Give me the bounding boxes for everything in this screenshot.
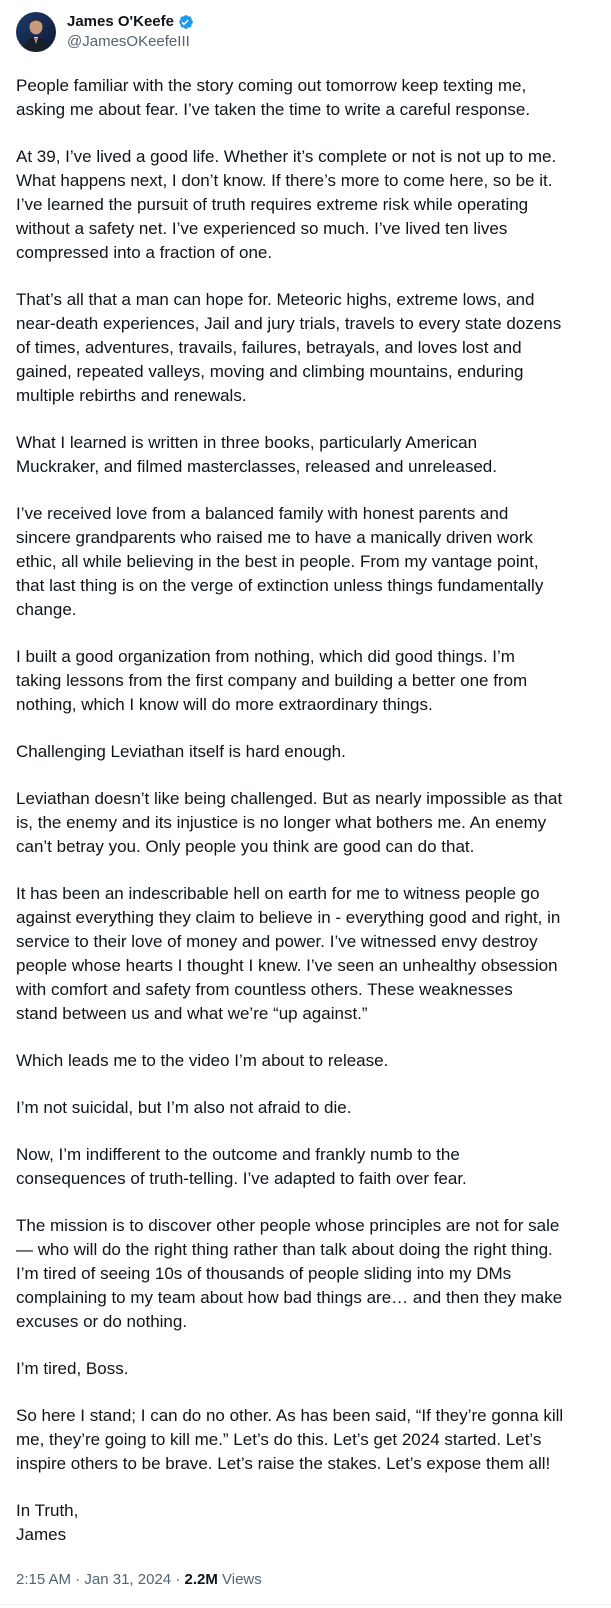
tweet-paragraph: What I learned is written in three books, particularly American Muckraker, and filmed masterclasses, released and unreleased. (16, 433, 497, 476)
tweet-paragraph: Now, I’m indifferent to the outcome and frankly numb to the consequences of truth-telling. I’ve adapted to faith over fear. (16, 1145, 467, 1188)
tweet-paragraph: Challenging Leviathan itself is hard enough. (16, 742, 346, 761)
tweet-paragraph: Which leads me to the video I’m about to release. (16, 1051, 389, 1070)
tweet-paragraph: I’m tired, Boss. (16, 1359, 129, 1378)
meta-separator: · (75, 1571, 81, 1588)
tweet-paragraph: I’m not suicidal, but I’m also not afraid to die. (16, 1098, 352, 1117)
divider (0, 1604, 611, 1605)
tweet-paragraph: At 39, I’ve lived a good life. Whether it’s complete or not is not up to me. What happens next, I don’t know. If there’s more to come here, so be it. I’ve learned the pursuit of truth requires extreme risk while operating without a safety net. I’ve experienced so much. I’ve lived ten lives compressed into a fraction of one. (16, 147, 557, 262)
author-handle[interactable]: @JamesOKeefeIII (67, 33, 190, 50)
tweet-date[interactable]: Jan 31, 2024 (84, 1571, 172, 1588)
avatar[interactable] (16, 12, 56, 52)
tweet-paragraph: So here I stand; I can do no other. As has been said, “If they’re gonna kill me, they’re going to kill me.” Let’s do this. Let’s get 2024 started. Let’s inspire others to be brave. Let’s raise the stakes. Let’s expose them all! (16, 1406, 564, 1473)
tweet-paragraph: I’ve received love from a balanced family with honest parents and sincere grandparents who raised me to have a manically driven work ethic, all while believing in the best in people. From my vantage point, that last thing is on the verge of extinction unless things fundamentally change. (16, 504, 544, 619)
tweet-paragraph: It has been an indescribable hell on earth for me to witness people go against everything they claim to believe in - everything good and right, in service to their love of money and power. I’ve witnessed envy destroy people whose hearts I thought I knew. I’ve seen an unhealthy obsession with comfort and safety from countless others. These weaknesses stand between us and what we’re “up against.” (16, 884, 561, 1023)
tweet-paragraph: The mission is to discover other people whose principles are not for sale — who will do the right thing rather than talk about doing the right thing. I’m tired of seeing 10s of thousands of people sliding into my DMs complaining to my team about how bad things are… and then they make excuses or do nothing. (16, 1216, 563, 1331)
tweet-paragraph: In Truth, James (16, 1501, 79, 1544)
author-names (67, 12, 195, 52)
tweet-text (16, 74, 595, 1547)
author-display-name[interactable]: James O'Keefe (67, 13, 174, 30)
meta-separator: · (175, 1571, 181, 1588)
tweet-paragraph: People familiar with the story coming out tomorrow keep texting me, asking me about fear. I’ve taken the time to write a careful response. (16, 76, 531, 119)
avatar-image (16, 12, 56, 52)
tweet-paragraph: I built a good organization from nothing, which did good things. I’m taking lessons from the first company and building a better one from nothing, which I know will do more extraordinary things. (16, 647, 528, 714)
verified-badge-icon (177, 13, 195, 31)
views-count: 2.2M (184, 1571, 218, 1588)
name-row (67, 12, 195, 32)
tweet-meta (16, 1570, 262, 1590)
tweet-header (16, 10, 595, 54)
tweet-paragraph: That’s all that a man can hope for. Meteoric highs, extreme lows, and near-death experiences, Jail and jury trials, travels to every state dozens of times, adventures, travails, failures, betrayals, and loves lost and gained, repeated valleys, moving and climbing mountains, enduring multiple rebirths and renewals. (16, 290, 562, 405)
tweet-time[interactable]: 2:15 AM (16, 1571, 72, 1588)
tweet-paragraph: Leviathan doesn’t like being challenged. But as nearly impossible as that is, the enemy and its injustice is no longer what bothers me. An enemy can’t betray you. Only people you think are good can do that. (16, 789, 563, 856)
views-label: Views (222, 1571, 262, 1588)
